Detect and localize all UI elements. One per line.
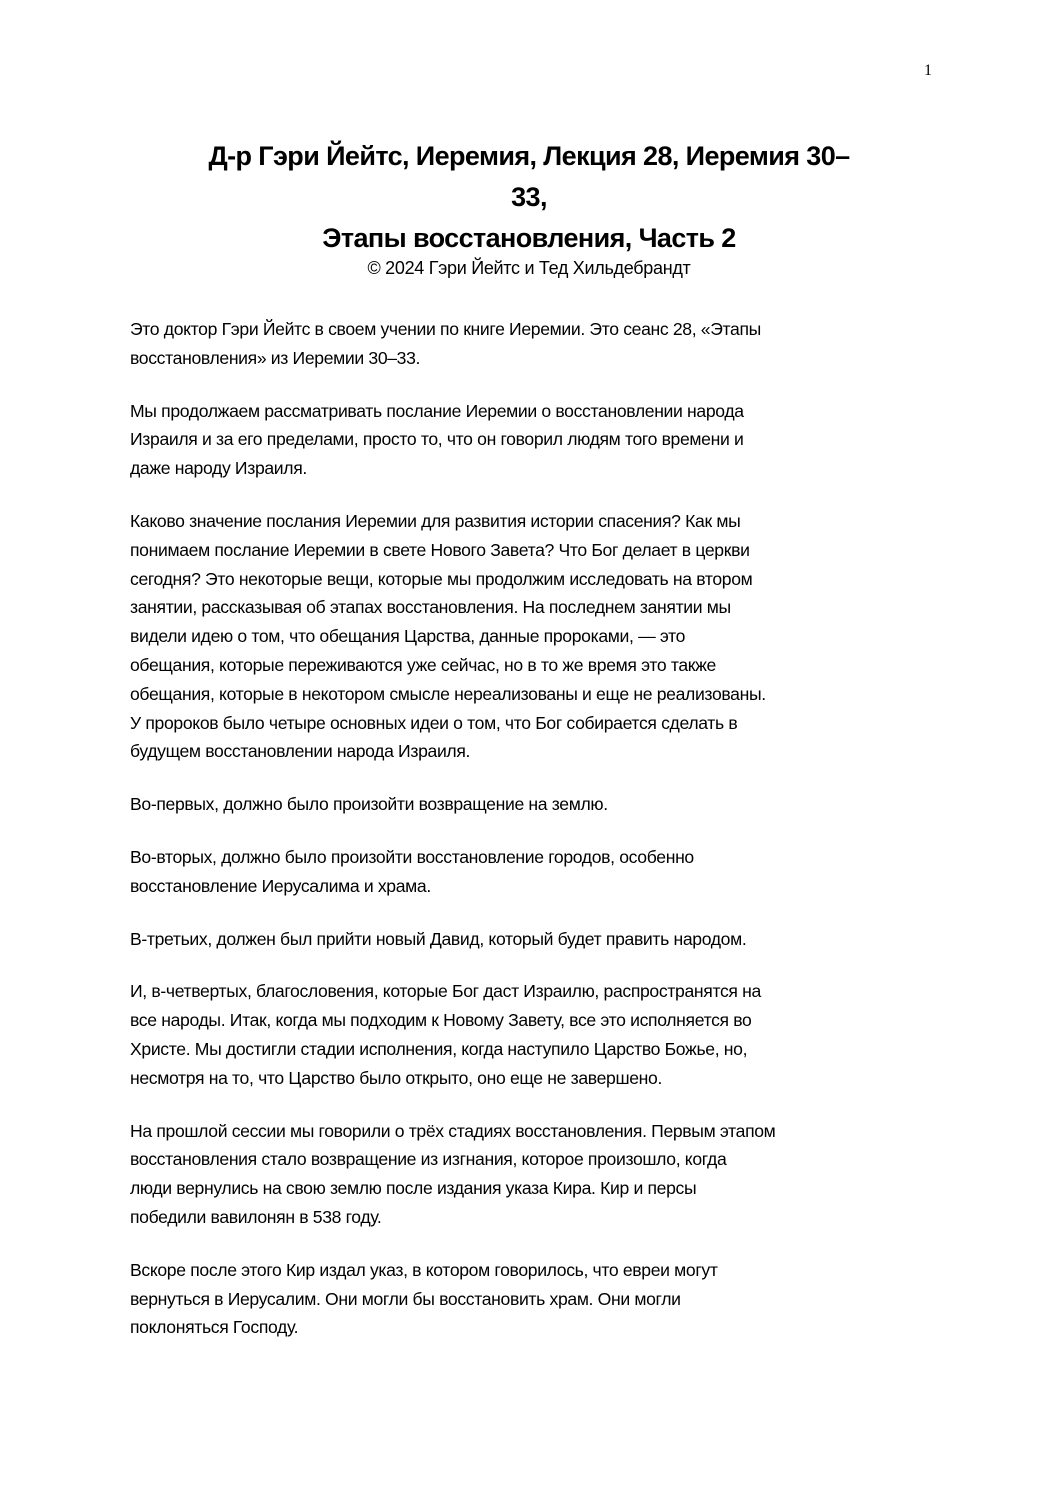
text-line: будущем восстановлении народа Израиля.: [130, 741, 471, 762]
text-line: поклоняться Господу.: [130, 1317, 299, 1338]
text-line: обещания, которые переживаются уже сейчас, но в то же время это также: [130, 654, 716, 675]
text-line: понимаем послание Иеремии в свете Нового Завета? Что Бог делает в церкви: [130, 539, 750, 560]
text-line: все народы. Итак, когда мы подходим к Новому Завету, все это исполняется во: [130, 1010, 752, 1031]
text-line: вернуться в Иерусалим. Они могли бы восстановить храм. Они могли: [130, 1288, 681, 1309]
text-line: даже народу Израиля.: [130, 458, 307, 479]
text-line: победили вавилонян в 538 году.: [130, 1206, 382, 1227]
text-line: видели идею о том, что обещания Царства, данные пророками, — это: [130, 626, 686, 647]
text-line: Во-первых, должно было произойти возвращение на землю.: [130, 794, 608, 815]
title-line: Д-р Гэри Йейтс, Иеремия, Лекция 28, Иеремия 30–: [208, 141, 850, 171]
text-line: И, в-четвертых, благословения, которые Бог даст Израилю, распространятся на: [130, 981, 761, 1002]
text-line: У пророков было четыре основных идеи о том, что Бог собирается сделать в: [130, 712, 738, 733]
text-line: занятии, рассказывая об этапах восстановления. На последнем занятии мы: [130, 597, 731, 618]
text-line: восстановления стало возвращение из изгнания, которое произошло, когда: [130, 1149, 727, 1170]
text-line: обещания, которые в некотором смысле нереализованы и еще не реализованы.: [130, 683, 766, 704]
paragraph: [130, 507, 930, 766]
document-header: [0, 136, 1058, 281]
text-line: На прошлой сессии мы говорили о трёх стадиях восстановления. Первым этапом: [130, 1120, 776, 1141]
paragraph: [130, 397, 930, 483]
text-line: Мы продолжаем рассматривать послание Иеремии о восстановлении народа: [130, 400, 744, 421]
title-line: Этапы восстановления, Часть 2: [322, 223, 736, 253]
paragraph: [130, 843, 930, 901]
title-line: 33,: [511, 182, 547, 212]
paragraph: [130, 790, 930, 819]
copyright: © 2024 Гэри Йейтс и Тед Хильдебрандт: [367, 258, 691, 278]
text-line: восстановление Иерусалима и храма.: [130, 875, 431, 896]
paragraph: [130, 925, 930, 954]
paragraph: [130, 315, 930, 373]
text-line: Каково значение послания Иеремии для развития истории спасения? Как мы: [130, 510, 741, 531]
page-number: 1: [924, 62, 932, 79]
text-line: Израиля и за его пределами, просто то, что он говорил людям того времени и: [130, 429, 744, 450]
text-line: В-третьих, должен был прийти новый Давид, который будет править народом.: [130, 928, 747, 949]
text-line: восстановления» из Иеремии 30–33.: [130, 347, 421, 368]
text-line: люди вернулись на свою землю после издания указа Кира. Кир и персы: [130, 1178, 697, 1199]
paragraph: [130, 1256, 930, 1342]
text-line: сегодня? Это некоторые вещи, которые мы продолжим исследовать на втором: [130, 568, 753, 589]
text-line: Вскоре после этого Кир издал указ, в котором говорилось, что евреи могут: [130, 1259, 718, 1280]
text-line: Это доктор Гэри Йейтс в своем учении по книге Иеремии. Это сеанс 28, «Этапы: [130, 319, 761, 339]
paragraph: [130, 1117, 930, 1232]
text-line: несмотря на то, что Царство было открыто, оно еще не завершено.: [130, 1067, 662, 1088]
document-body: [130, 315, 930, 1366]
paragraph: [130, 977, 930, 1092]
text-line: Во-вторых, должно было произойти восстановление городов, особенно: [130, 846, 694, 867]
text-line: Христе. Мы достигли стадии исполнения, когда наступило Царство Божье, но,: [130, 1038, 748, 1059]
